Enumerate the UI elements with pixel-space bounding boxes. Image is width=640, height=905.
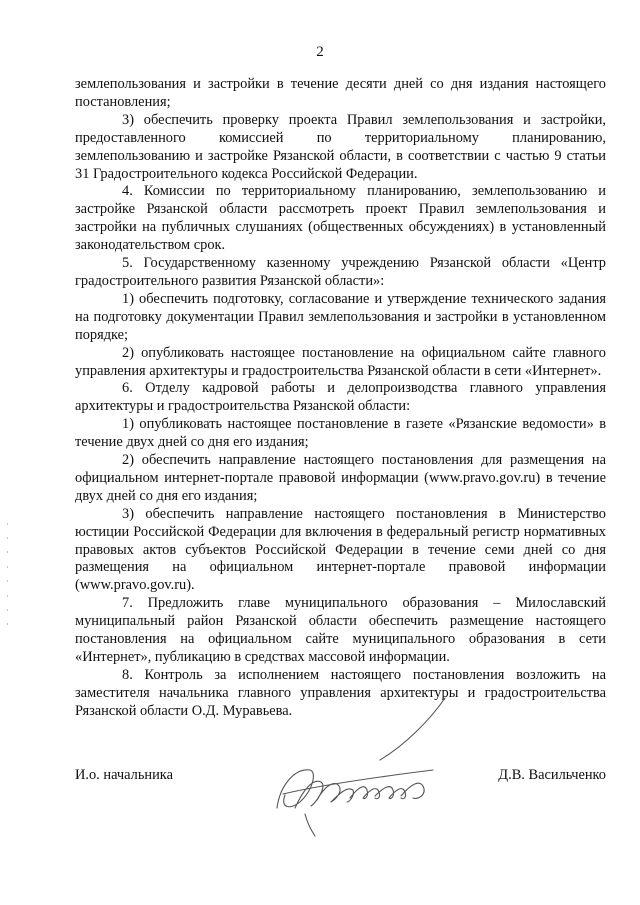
paragraph-continuation: землепользования и застройки в течение десяти дней со дня издания настоящего постановления;	[75, 76, 606, 110]
paragraph-section-4: 4. Комиссии по территориальному планированию, землепользованию и застройке Рязанской области рассмотреть проект Правил землепользования и застройки на публичных слушаниях (общественных обсуждениях) в установленный законодательством срок.	[75, 183, 606, 254]
paragraph-section-6: 6. Отделу кадровой работы и делопроизводства главного управления архитектуры и градостроительства Рязанской области:	[75, 380, 606, 415]
page-number: 2	[316, 44, 324, 60]
paragraph-section-5-item-2: 2) опубликовать настоящее постановление на официальном сайте главного управления архитектуры и градостроительства Рязанской области в сети «Интернет».	[75, 344, 606, 379]
paragraph-item-3: 3) обеспечить проверку проекта Правил землепользования и застройки, предоставленного комиссией по территориальному планированию, землепользованию и застройке Рязанской области, в соответствии с частью 9 статьи 31 Градостроительного кодекса Российской Федерации.	[75, 111, 606, 182]
signatory-title: И.о. начальника	[75, 767, 173, 783]
paragraph-section-8: 8. Контроль за исполнением настоящего постановления возложить на заместителя начальника главного управления архитектуры и градостроительства Рязанской области О.Д. Муравьева.	[75, 666, 606, 719]
paragraph-section-5-item-1: 1) обеспечить подготовку, согласование и утверждение технического задания на подготовку документации Правил землепользования и застройки в установленном порядке;	[75, 290, 606, 343]
paragraph-section-6-item-1: 1) опубликовать настоящее постановление в газете «Рязанские ведомости» в течение двух дней со дня его издания;	[75, 416, 606, 451]
document-body	[75, 76, 606, 721]
signatory-name: Д.В. Васильченко	[498, 767, 606, 783]
paragraph-section-5: 5. Государственному казенному учреждению Рязанской области «Центр градостроительного развития Рязанской области»:	[75, 255, 606, 289]
paragraph-section-7: 7. Предложить главе муниципального образования – Милославский муниципальный район Рязанской области обеспечить размещение настоящего постановления на официальном сайте муниципального образования в сети «Интернет», публикацию в средствах массовой информации.	[75, 595, 606, 665]
paragraph-section-6-item-2: 2) обеспечить направление настоящего постановления для размещения на официальном интернет-портале правовой информации (www.pravo.gov.ru) в течение двух дней со дня его издания;	[75, 452, 606, 504]
scan-margin-marks	[6, 520, 9, 640]
handwritten-signature	[255, 690, 455, 840]
signature-block	[75, 767, 606, 787]
paragraph-section-6-item-3: 3) обеспечить направление настоящего постановления в Министерство юстиции Российской Федерации для включения в федеральный регистр нормативных правовых актов субъектов Российской Федерации в течение семи дней со дня размещения на официальном интернет-портале правовой информации (www.pravo.gov.ru).	[75, 505, 606, 594]
